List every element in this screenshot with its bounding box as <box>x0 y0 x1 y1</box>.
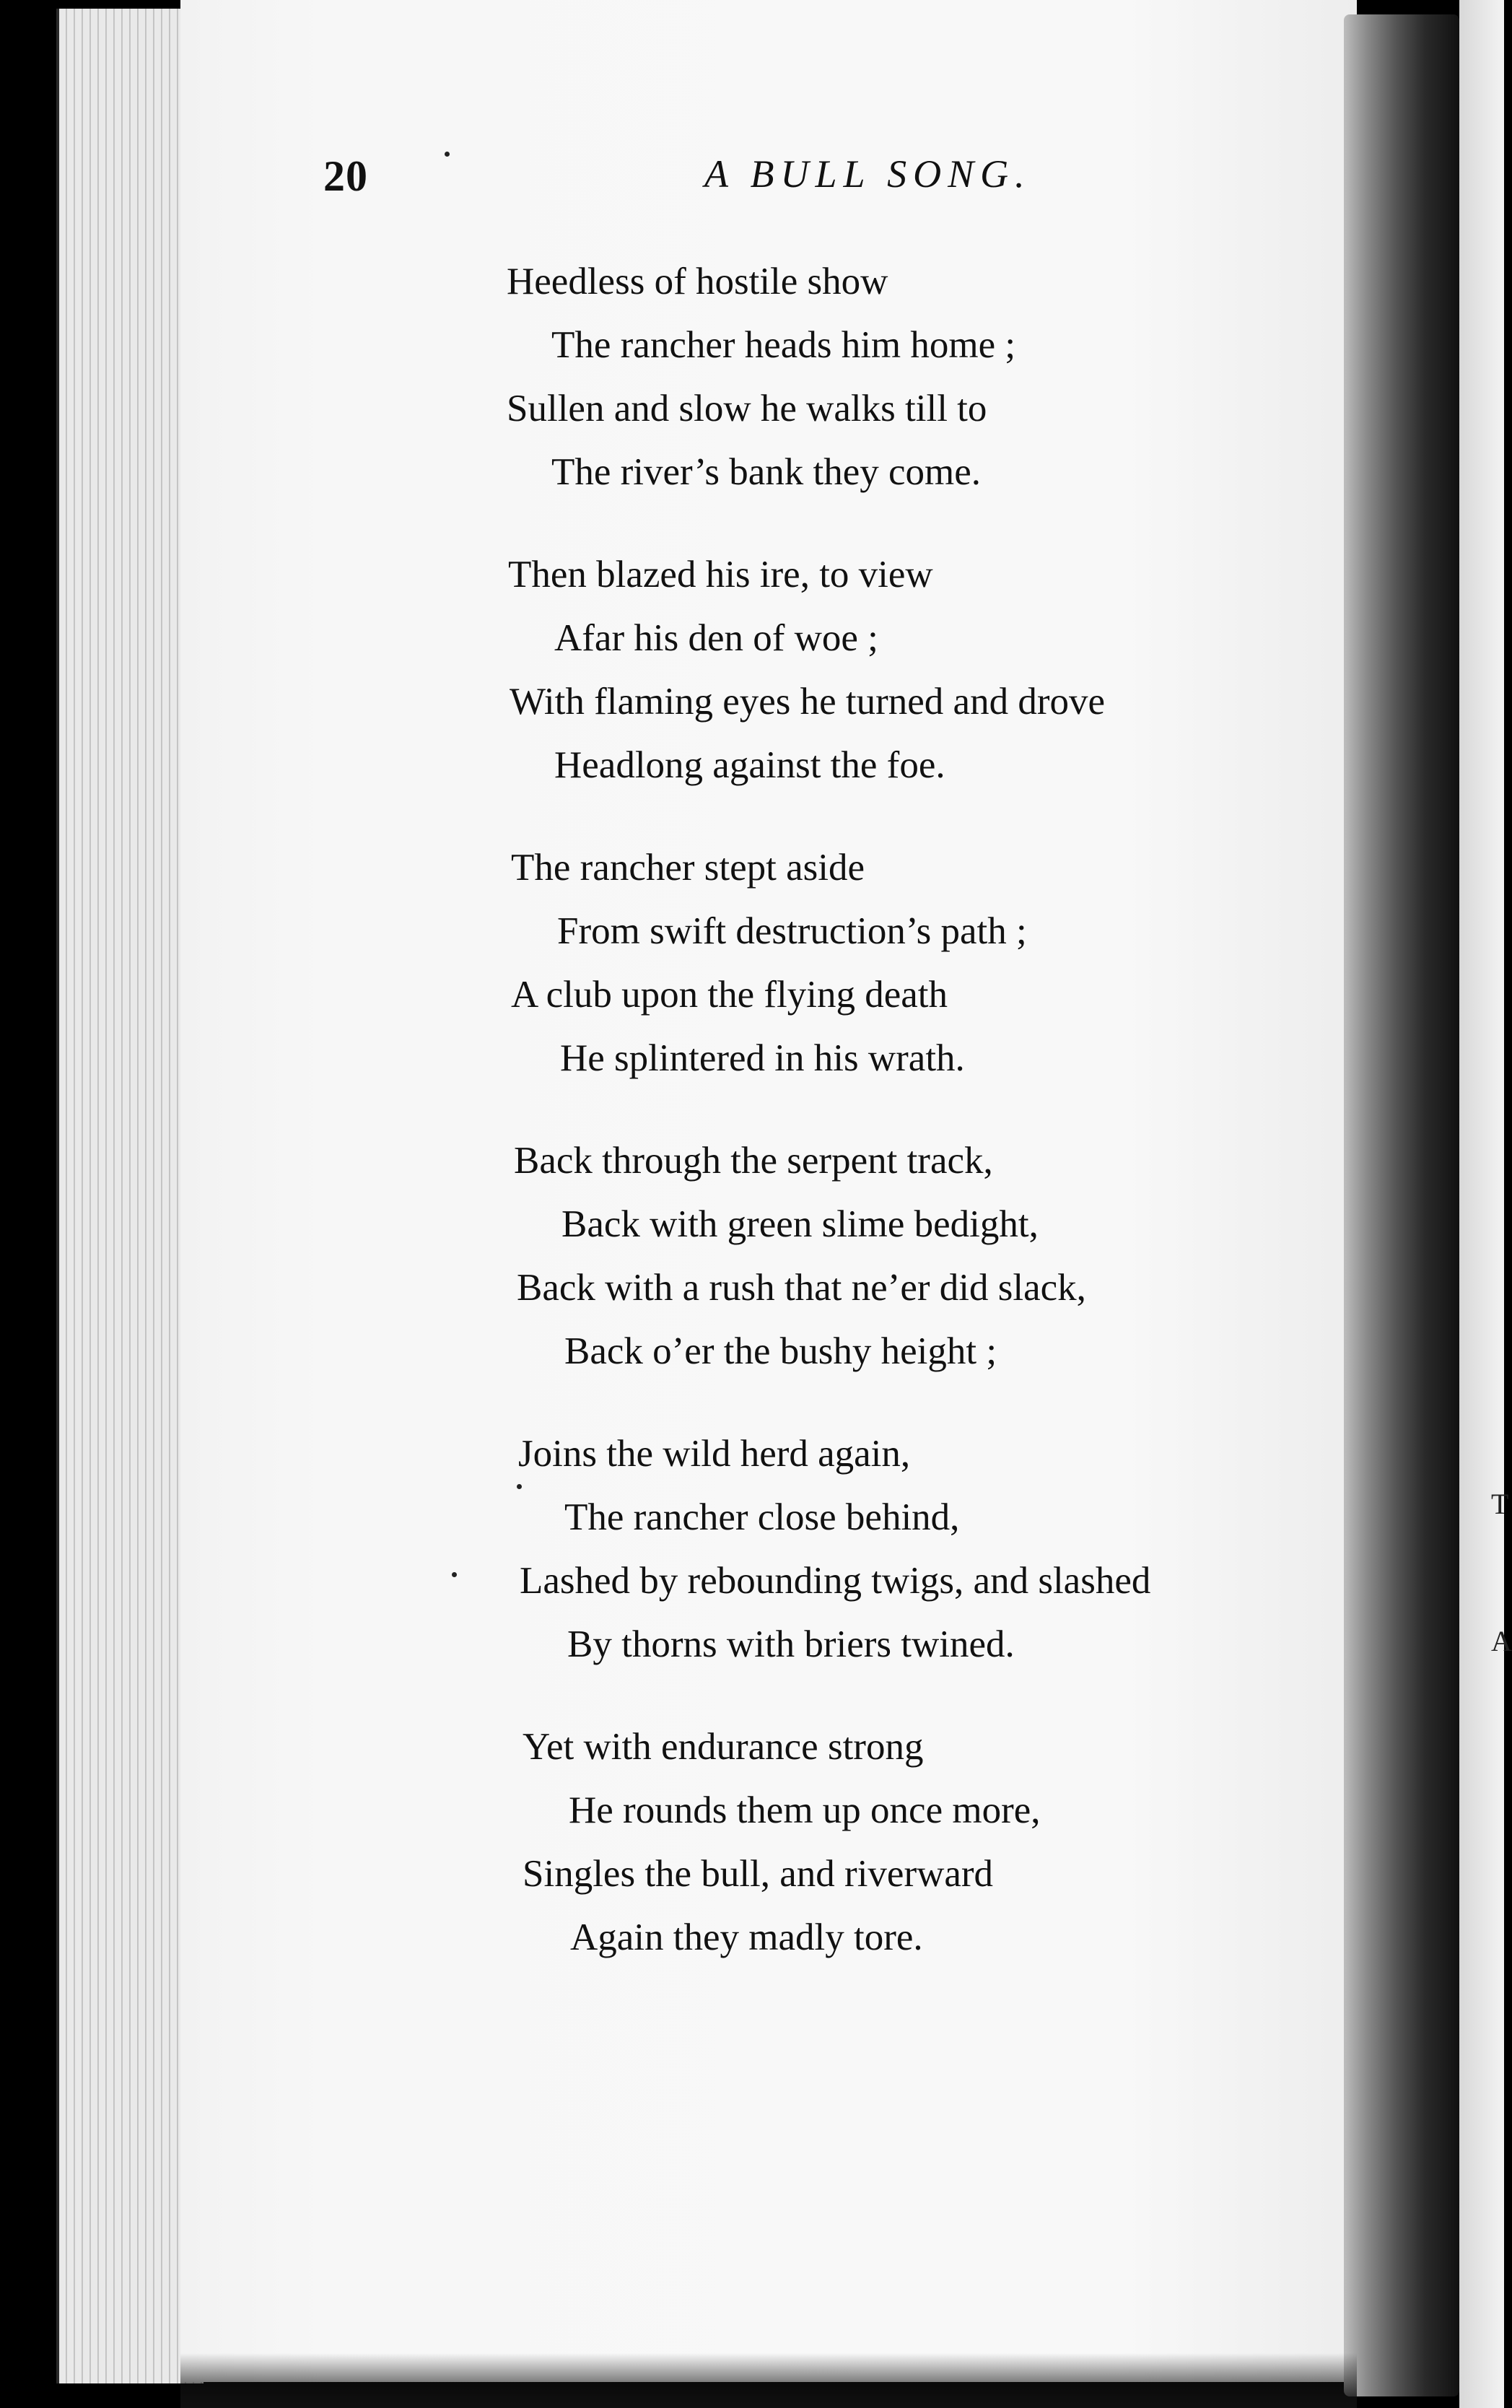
poem-line: Singles the bull, and riverward <box>523 1853 994 1895</box>
poem-line: Lashed by rebounding twigs, and slashed <box>520 1560 1151 1602</box>
poem-line: By thorns with briers twined. <box>567 1623 1015 1665</box>
poem-line: With flaming eyes he turned and drove <box>510 681 1105 723</box>
poem-line: The rancher heads him home ; <box>551 324 1016 366</box>
poem-line: The river’s bank they come. <box>551 451 982 493</box>
poem-line: He splintered in his wrath. <box>560 1037 965 1079</box>
poem-line: The rancher close behind, <box>564 1496 960 1538</box>
poem-line: Sullen and slow he walks till to <box>507 388 987 429</box>
page-title: A BULL SONG. <box>704 152 1031 196</box>
poem-line: Back o’er the bushy height ; <box>564 1330 997 1372</box>
poem-line: Heedless of hostile show <box>507 261 888 302</box>
poem-line: The rancher stept aside <box>511 847 865 889</box>
facing-page-mark-2: A <box>1491 1625 1512 1657</box>
poem-line: Back with a rush that ne’er did slack, <box>517 1267 1086 1309</box>
poem-line: Yet with endurance strong <box>523 1726 924 1768</box>
facing-page-mark-1: T <box>1491 1488 1509 1520</box>
poem-line: Then blazed his ire, to view <box>508 554 933 596</box>
poem-line: Headlong against the foe. <box>554 744 945 786</box>
poem-line: Afar his den of woe ; <box>554 617 878 659</box>
poem-line: A club upon the flying death <box>511 974 948 1016</box>
poem-line: Again they madly tore. <box>570 1916 923 1958</box>
poem-line: Back with green slime bedight, <box>561 1203 1039 1245</box>
poem-line: Back through the serpent track, <box>514 1140 993 1182</box>
poem-line: From swift destruction’s path ; <box>557 910 1027 952</box>
poem-line: He rounds them up once more, <box>569 1789 1041 1831</box>
poem-line: Joins the wild herd again, <box>518 1433 911 1475</box>
page-number: 20 <box>323 152 368 200</box>
